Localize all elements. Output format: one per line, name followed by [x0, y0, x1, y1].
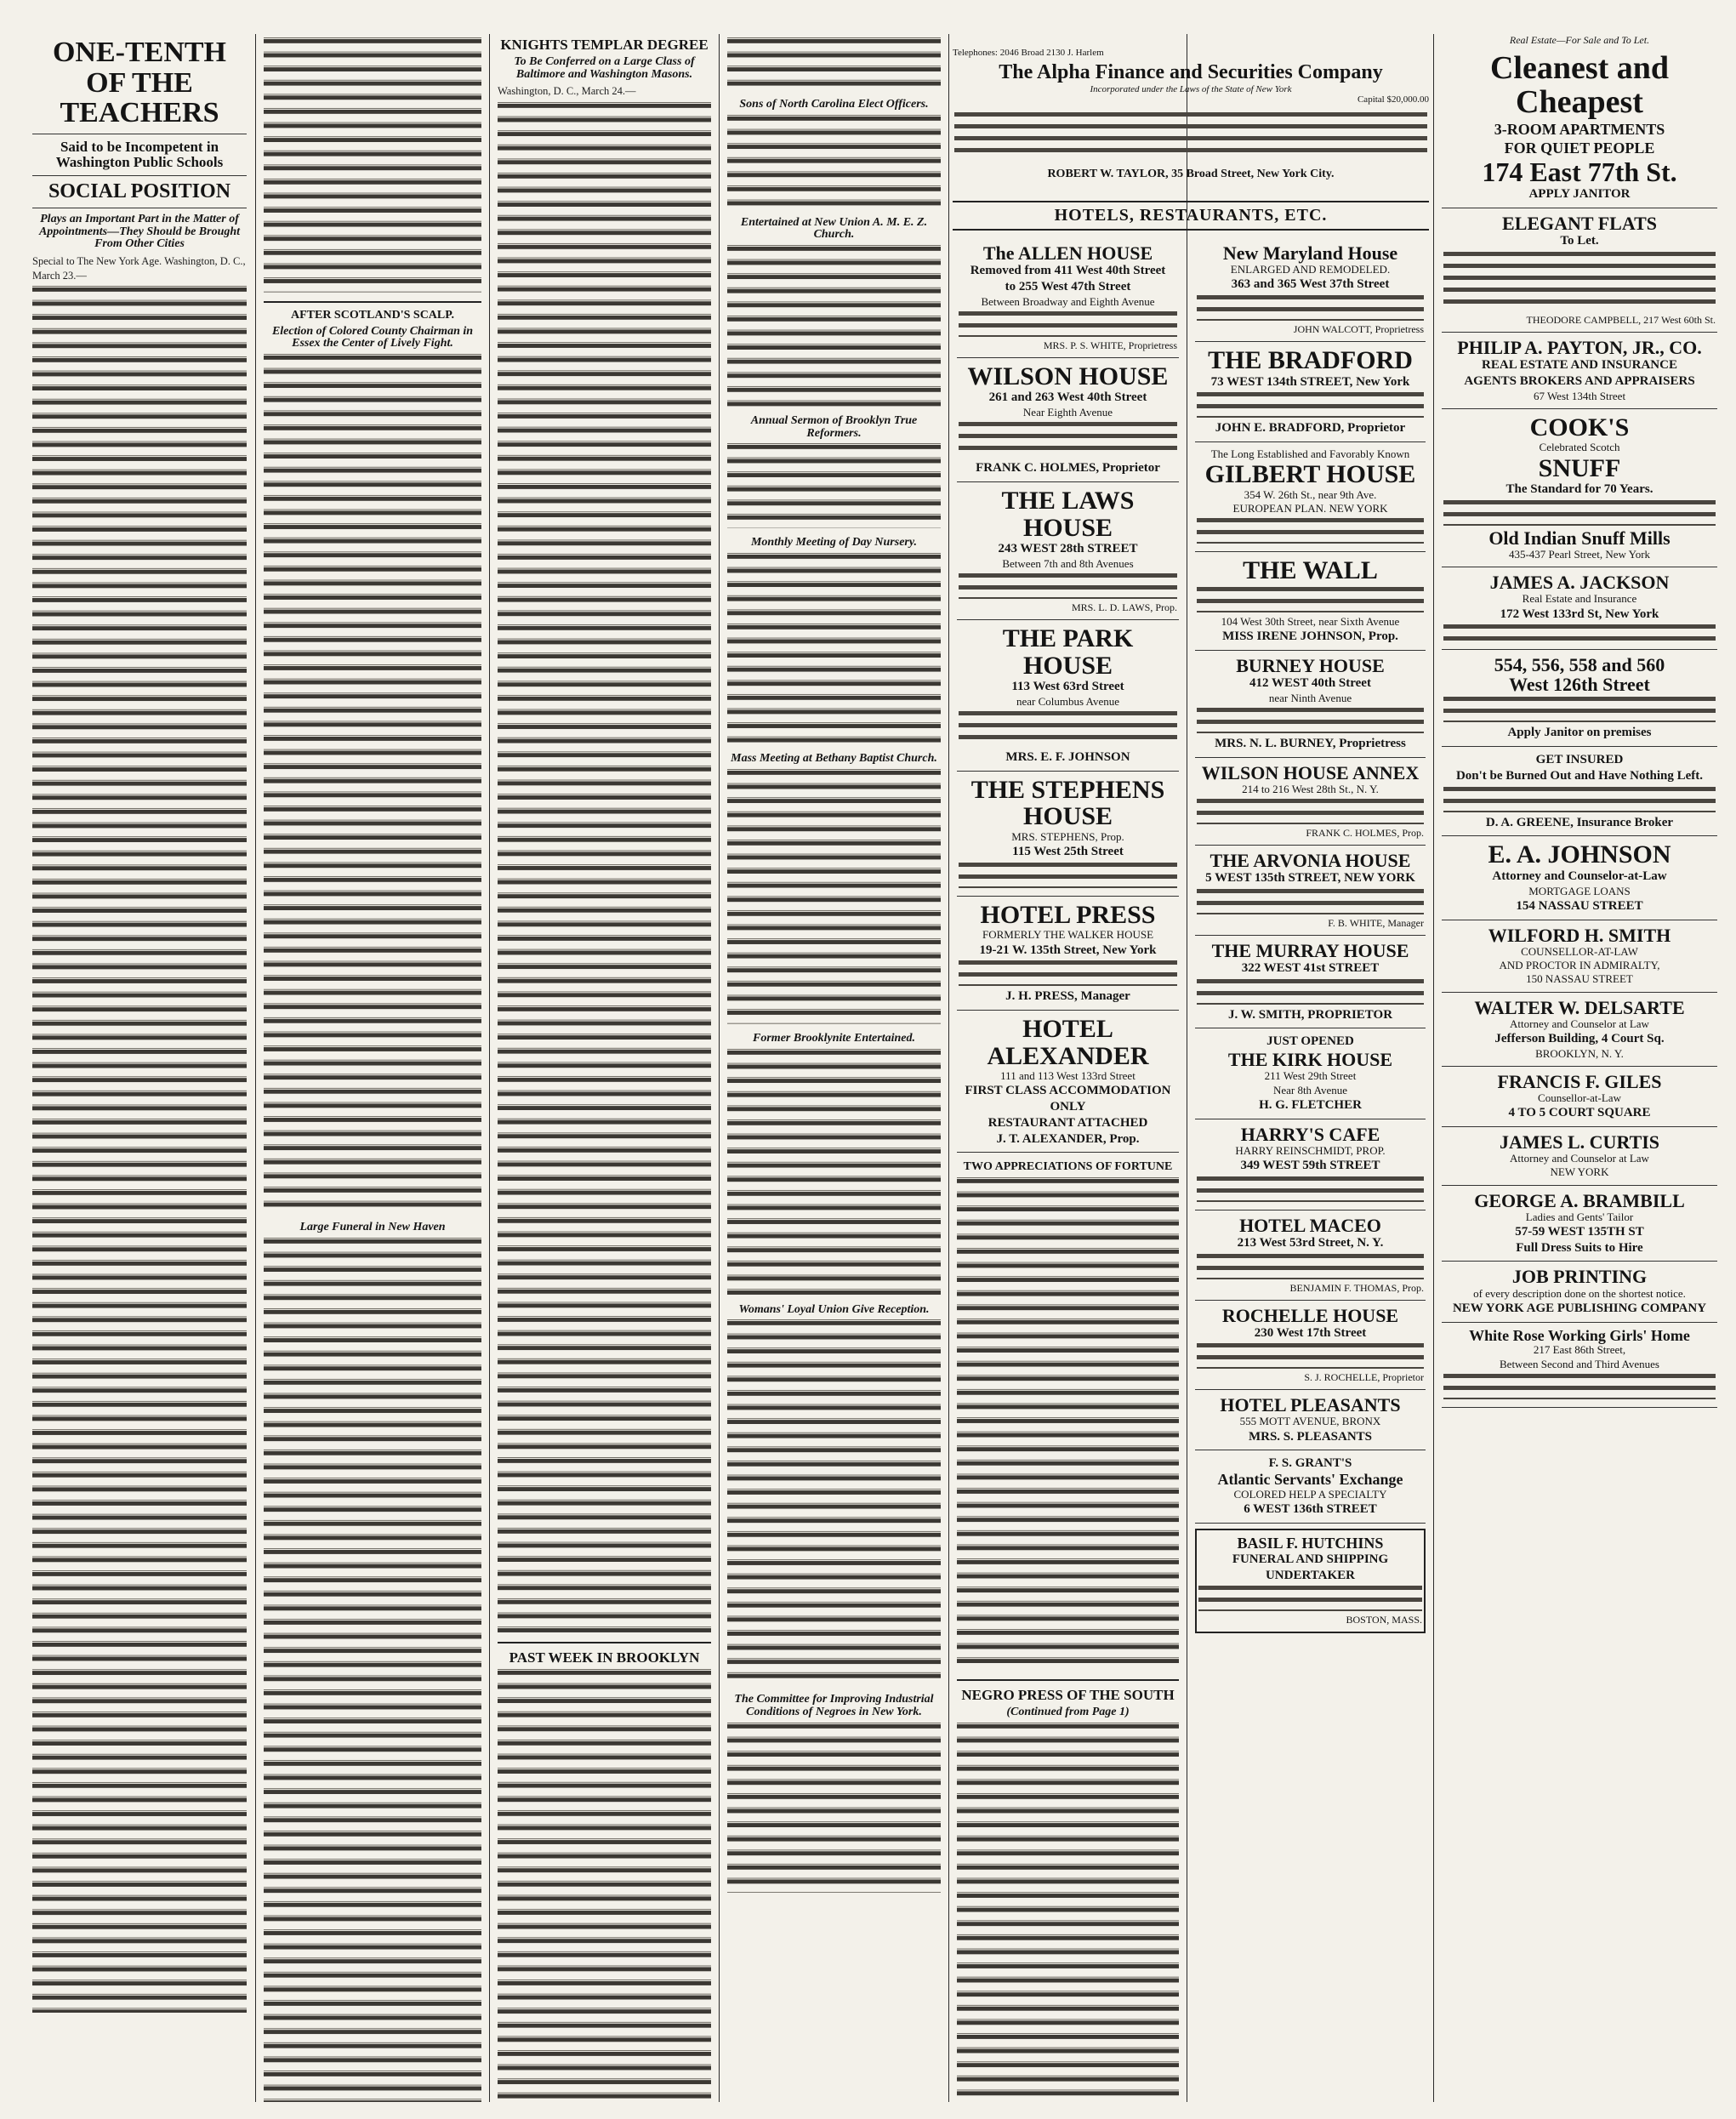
article-body-text — [727, 553, 941, 744]
ad-james-curtis: JAMES L. CURTIS Attorney and Counselor at Law NEW YORK — [1442, 1127, 1717, 1186]
article-body-text — [727, 1723, 941, 1893]
ad-hotel-alexander: HOTEL ALEXANDER 111 and 113 West 133rd Street FIRST CLASS ACCOMMODATION ONLY RESTAURANT ATTACHED J. T. ALEXANDER, Prop. — [957, 1011, 1179, 1153]
article-body-text — [727, 1049, 941, 1296]
ad-white-rose-home: White Rose Working Girls' Home 217 East 86th Street, Between Second and Third Avenues — [1442, 1323, 1717, 1408]
column-6 — [1188, 238, 1432, 2102]
ad-servants-exchange: F. S. GRANT'S Atlantic Servants' Exchange COLORED HELP A SPECIALTY 6 WEST 136th STREET — [1195, 1450, 1426, 1524]
ad-new-maryland: New Maryland House ENLARGED AND REMODELED. 363 and 365 West 37th Street JOHN WALCOTT, Proprietress — [1195, 238, 1426, 342]
ad-126th-street: 554, 556, 558 and 560 West 126th Street Apply Janitor on premises — [1442, 650, 1717, 747]
ad-brambill-tailor: GEORGE A. BRAMBILL Ladies and Gents' Tailor 57-59 WEST 135TH ST Full Dress Suits to Hire — [1442, 1186, 1717, 1262]
ad-elegant-flats: ELEGANT FLATS To Let. THEODORE CAMPBELL, 217 West 60th St. — [1442, 208, 1717, 333]
column-rule — [255, 34, 256, 2102]
column-3 — [491, 34, 718, 2102]
ad-wilford-smith: WILFORD H. SMITH COUNSELLOR-AT-LAW AND PROCTOR IN ADMIRALTY, 150 NASSAU STREET — [1442, 920, 1717, 993]
article-body-text — [264, 354, 481, 1213]
article-body-text — [727, 1319, 941, 1685]
article-body-text — [727, 769, 941, 1024]
article-dateline: Special to The New York Age. Washington, D. C., March 23.— — [32, 255, 246, 282]
headline-true-reformers: Annual Sermon of Brooklyn True Reformers. — [750, 414, 918, 440]
deck-appointments: Plays an Important Part in the Matter of Appointments—They Should be Brought From Other Cities — [38, 212, 241, 251]
ad-stephens-house: THE STEPHENS HOUSE MRS. STEPHENS, Prop. 115 West 25th Street — [957, 772, 1179, 897]
column-rule — [719, 34, 720, 2102]
headline-former-brooklynite: Former Brooklynite Entertained. — [753, 1031, 915, 1045]
divider — [32, 175, 247, 176]
article-body-text — [727, 245, 941, 407]
alpha-incorporated: Incorporated under the Laws of the State of New York — [1090, 84, 1292, 94]
ad-delsarte: WALTER W. DELSARTE Attorney and Counselor at Law Jefferson Building, 4 Court Sq. BROOKLYN, N. Y. — [1442, 993, 1717, 1067]
column-rule — [948, 34, 949, 2102]
alpha-owner: ROBERT W. TAYLOR, 35 Broad Street, New York City. — [1047, 168, 1335, 180]
ad-ea-johnson: E. A. JOHNSON Attorney and Counselor-at-Law MORTGAGE LOANS 154 NASSAU STREET — [1442, 836, 1717, 920]
section-title-hotels: HOTELS, RESTAURANTS, ETC. — [953, 201, 1429, 231]
ad-james-jackson: JAMES A. JACKSON Real Estate and Insurance 172 West 133rd St, New York — [1442, 567, 1717, 650]
column-2 — [257, 34, 488, 2102]
ad-arvonia-house: THE ARVONIA HOUSE 5 WEST 135th STREET, NEW YORK F. B. WHITE, Manager — [1195, 846, 1426, 936]
continued-note: (Continued from Page 1) — [1006, 1705, 1130, 1718]
column-rule — [1433, 34, 1434, 2102]
ad-burney-house: BURNEY HOUSE 412 WEST 40th Street near Ninth Avenue MRS. N. L. BURNEY, Proprietress — [1195, 651, 1426, 758]
divider — [264, 301, 481, 303]
article-body-text — [727, 37, 941, 90]
real-estate-heading: Real Estate—For Sale and To Let. — [1509, 34, 1650, 46]
deck-incompetent: Said to be Incompetent in Washington Public Schools — [55, 139, 224, 170]
divider — [957, 1679, 1179, 1681]
headline-teachers: ONE-TENTH OF THE TEACHERS — [52, 37, 227, 129]
ad-fine-print — [954, 112, 1427, 160]
ad-laws-house: THE LAWS HOUSE 243 WEST 28th STREET Between 7th and 8th Avenues MRS. L. D. LAWS, Prop. — [957, 482, 1179, 620]
article-body-text — [498, 102, 711, 1633]
deck-masons: To Be Conferred on a Large Class of Baltimore and Washington Masons. — [514, 54, 695, 81]
ad-kirk-house: JUST OPENED THE KIRK HOUSE 211 West 29th Street Near 8th Avenue H. G. FLETCHER — [1195, 1028, 1426, 1119]
article-body-text — [264, 37, 481, 293]
ad-allen-house: The ALLEN HOUSE Removed from 411 West 40th Street to 255 West 47th Street Between Broadway and Eighth Avenue MRS. P. S. WHITE, Proprietress — [957, 238, 1179, 358]
ad-wilson-house: WILSON HOUSE 261 and 263 West 40th Street Near Eighth Avenue FRANK C. HOLMES, Proprietor — [957, 358, 1179, 482]
alpha-finance-name: The Alpha Finance and Securities Company — [999, 61, 1383, 83]
column-1 — [26, 34, 253, 2102]
article-body-text — [957, 1723, 1179, 2102]
article-body-text — [264, 1238, 481, 2102]
ad-park-house: THE PARK HOUSE 113 West 63rd Street near Columbus Avenue MRS. E. F. JOHNSON — [957, 620, 1179, 772]
alpha-capital: Capital $20,000.00 — [1357, 94, 1429, 105]
headline-scotland-scalp: AFTER SCOTLAND'S SCALP. — [290, 309, 455, 322]
headline-negro-press: NEGRO PRESS OF THE SOUTH — [961, 1687, 1175, 1704]
headline-north-carolina: Sons of North Carolina Elect Officers. — [739, 98, 929, 111]
ad-hotel-pleasants: HOTEL PLEASANTS 555 MOTT AVENUE, BRONX MRS. S. PLEASANTS — [1195, 1390, 1426, 1450]
ad-bradford: THE BRADFORD 73 WEST 134th STREET, New York JOHN E. BRADFORD, Proprietor — [1195, 342, 1426, 442]
column-4 — [720, 34, 948, 2102]
deck-essex: Election of Colored County Chairman in Essex the Center of Lively Fight. — [271, 324, 474, 350]
article-body-text — [727, 115, 941, 208]
deck-social-position: SOCIAL POSITION — [48, 179, 231, 202]
headline-new-union: Entertained at New Union A. M. E. Z. Church. — [740, 215, 928, 242]
headline-past-week-brooklyn: PAST WEEK IN BROOKLYN — [509, 1649, 700, 1666]
headline-industrial-conditions: The Committee for Improving Industrial Conditions of Negroes in New York. — [734, 1693, 934, 1718]
ad-francis-giles: FRANCIS F. GILES Counsellor-at-Law 4 TO 5 COURT SQUARE — [1442, 1067, 1717, 1127]
headline-bethany: Mass Meeting at Bethany Baptist Church. — [731, 752, 937, 766]
article-dateline: Washington, D. C., March 24.— — [498, 85, 636, 98]
ad-get-insured: GET INSURED Don't be Burned Out and Have Nothing Left. D. A. GREENE, Insurance Broker — [1442, 747, 1717, 836]
headline-new-haven-funeral: Large Funeral in New Haven — [299, 1221, 446, 1234]
headline-knights-templar: KNIGHTS TEMPLAR DEGREE — [500, 37, 709, 53]
ad-payton: PHILIP A. PAYTON, JR., CO. REAL ESTATE AND INSURANCE AGENTS BROKERS AND APPRAISERS 67 West 134th Street — [1442, 333, 1717, 409]
ad-murray-house: THE MURRAY HOUSE 322 WEST 41st STREET J. W. SMITH, PROPRIETOR — [1195, 936, 1426, 1029]
ad-gilbert-house: The Long Established and Favorably Known GILBERT HOUSE 354 W. 26th St., near 9th Ave. EUROPEAN PLAN. NEW YORK — [1195, 442, 1426, 552]
divider — [498, 1642, 711, 1643]
article-body-text — [498, 1669, 711, 2102]
ad-hotel-press: HOTEL PRESS FORMERLY THE WALKER HOUSE 19-21 W. 135th Street, New York J. H. PRESS, Manager — [957, 897, 1179, 1011]
column-rule — [489, 34, 490, 2102]
ad-hotel-maceo: HOTEL MACEO 213 West 53rd Street, N. Y. BENJAMIN F. THOMAS, Prop. — [1195, 1210, 1426, 1301]
ad-harrys-cafe: HARRY'S CAFE HARRY REINSCHMIDT, PROP. 349 WEST 59th STREET — [1195, 1119, 1426, 1210]
ad-cooks-snuff: COOK'S Celebrated Scotch SNUFF The Standard for 70 Years. Old Indian Snuff Mills 435-437 Pearl Street, New York — [1442, 409, 1717, 567]
ad-wilson-annex: WILSON HOUSE ANNEX 214 to 216 West 28th St., N. Y. FRANK C. HOLMES, Prop. — [1195, 758, 1426, 846]
article-body-text — [957, 1177, 1179, 1671]
ad-the-wall: THE WALL 104 West 30th Street, near Sixth Avenue MISS IRENE JOHNSON, Prop. — [1195, 552, 1426, 651]
column-7 — [1435, 34, 1724, 2102]
column-5 — [950, 238, 1186, 2102]
headline-womans-loyal-union: Womans' Loyal Union Give Reception. — [738, 1302, 930, 1316]
ad-hutchins-undertaker: BASIL F. HUTCHINS FUNERAL AND SHIPPING UNDERTAKER BOSTON, MASS. — [1195, 1529, 1426, 1633]
phone-numbers: Telephones: 2046 Broad 2130 J. Harlem — [953, 48, 1104, 58]
headline-fortune: TWO APPRECIATIONS OF FORTUNE — [963, 1160, 1173, 1174]
headline-day-nursery: Monthly Meeting of Day Nursery. — [750, 536, 918, 550]
alpha-finance-ad — [953, 48, 1429, 181]
article-body-text — [727, 443, 941, 528]
ad-cleanest-cheapest: Cleanest and Cheapest 3-ROOM APARTMENTS FOR QUIET PEOPLE 174 East 77th St. APPLY JANITOR — [1442, 47, 1717, 208]
article-body-text — [32, 286, 247, 2013]
ad-rochelle-house: ROCHELLE HOUSE 230 West 17th Street S. J. ROCHELLE, Proprietor — [1195, 1301, 1426, 1391]
ad-job-printing: JOB PRINTING of every description done on the shortest notice. NEW YORK AGE PUBLISHING COMPANY — [1442, 1262, 1717, 1322]
